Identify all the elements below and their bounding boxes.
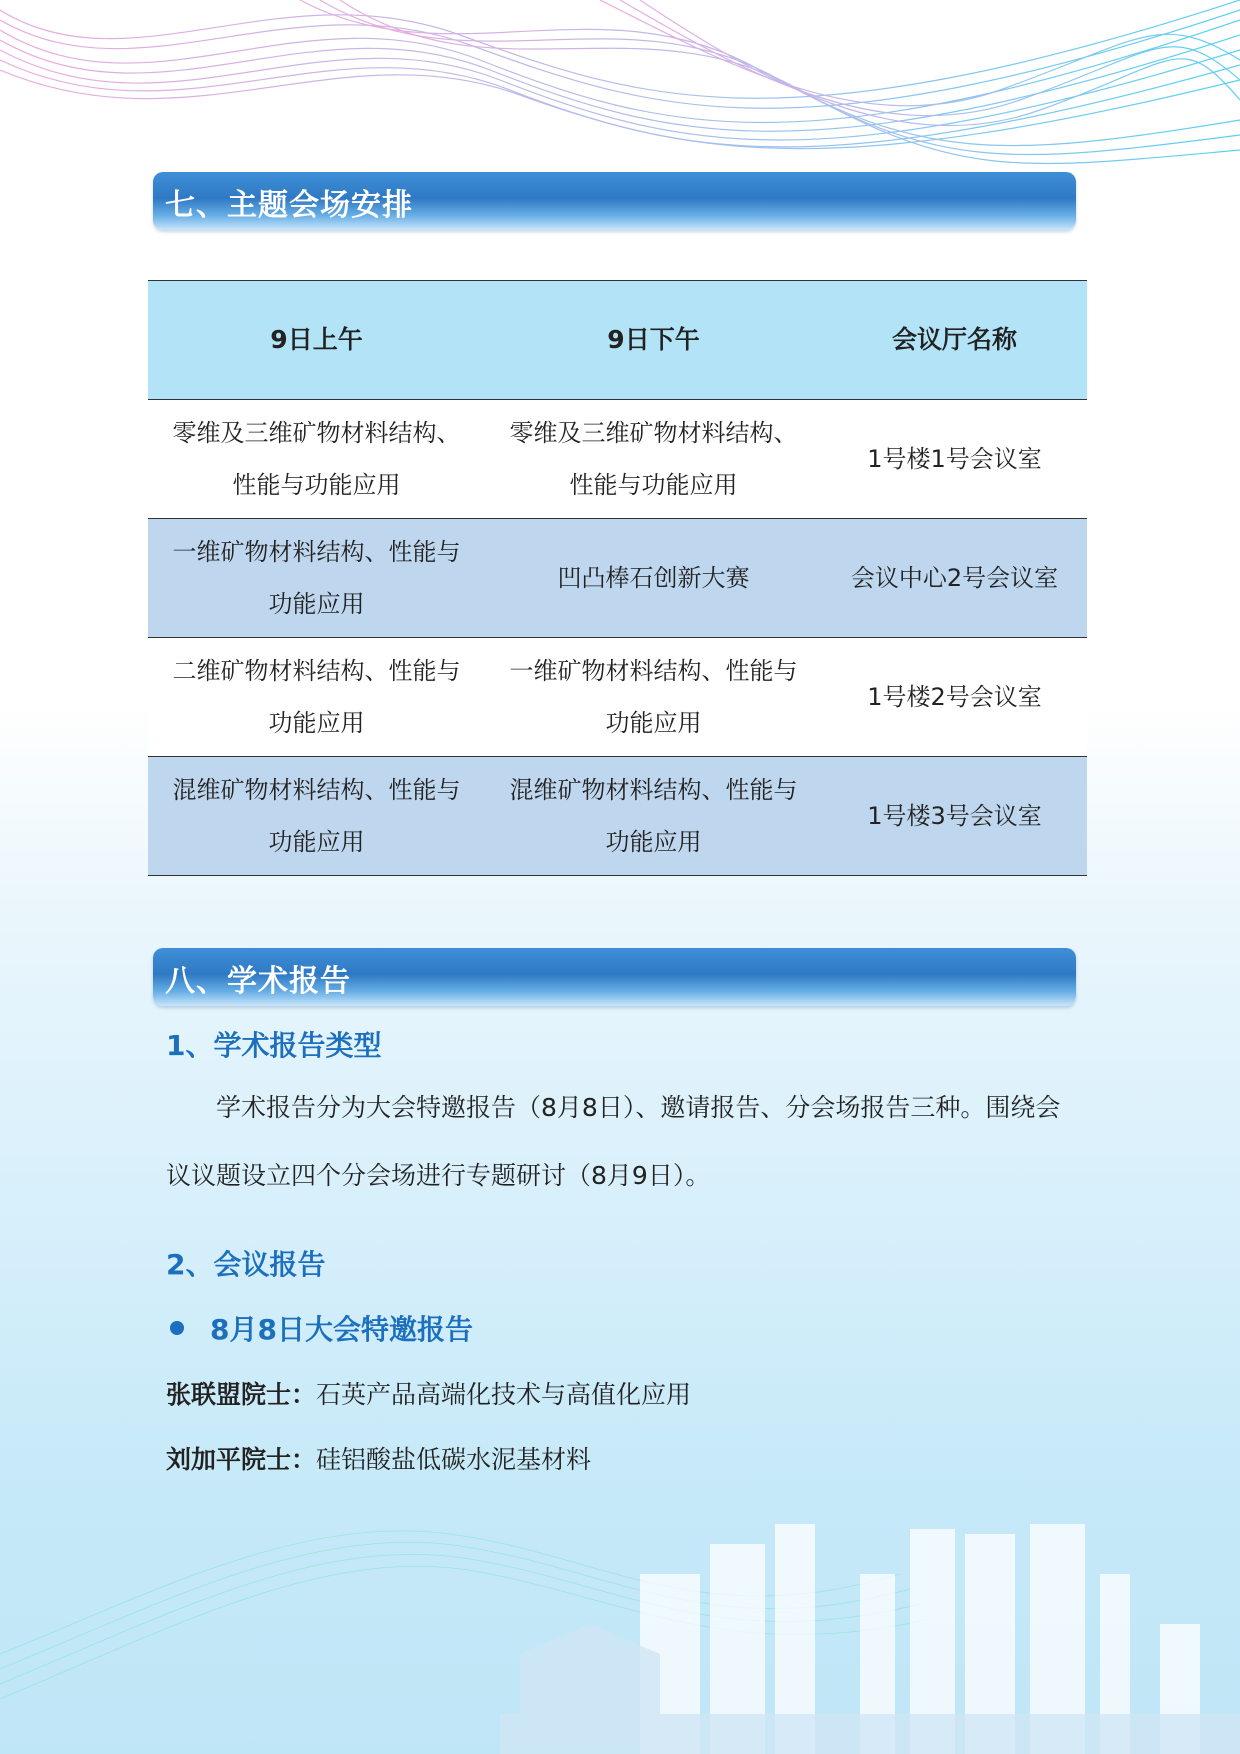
cell-room: 1号楼1号会议室	[822, 400, 1087, 519]
cell-morning: 混维矿物材料结构、性能与功能应用	[148, 757, 485, 876]
plenary-reports-label: 8月8日大会特邀报告	[210, 1313, 473, 1346]
cell-afternoon: 混维矿物材料结构、性能与功能应用	[485, 757, 822, 876]
cell-morning: 零维及三维矿物材料结构、性能与功能应用	[148, 400, 485, 519]
bullet-icon	[170, 1321, 184, 1335]
table-row	[148, 519, 1087, 638]
section-7-title: 七、主题会场安排	[165, 188, 413, 223]
table-row	[148, 757, 1087, 876]
report-item	[166, 1375, 691, 1411]
report-types-paragraph: 学术报告分为大会特邀报告（8月8日）、邀请报告、分会场报告三种。围绕会议议题设立四个分会场进行专题研讨（8月9日）。	[166, 1093, 1061, 1190]
section-7-title-bar	[153, 172, 1076, 230]
header-room: 会议厅名称	[822, 281, 1087, 400]
cell-room: 会议中心2号会议室	[822, 519, 1087, 638]
cell-room: 1号楼2号会议室	[822, 638, 1087, 757]
section-8-title: 八、学术报告	[165, 964, 351, 999]
cell-room: 1号楼3号会议室	[822, 757, 1087, 876]
table-row	[148, 400, 1087, 519]
speaker-name: 刘加平院士：	[166, 1445, 317, 1474]
header-afternoon: 9日下午	[485, 281, 822, 400]
report-item	[166, 1440, 591, 1476]
table-header-row	[148, 281, 1087, 400]
speaker-name: 张联盟院士：	[166, 1380, 317, 1409]
decorative-skyline-bottom	[0, 1454, 1240, 1754]
plenary-reports-heading	[166, 1308, 473, 1348]
table-row	[148, 638, 1087, 757]
section-8-title-bar	[153, 948, 1076, 1006]
report-types-heading: 1、学术报告类型	[166, 1029, 382, 1062]
decorative-wave-top	[0, 0, 1240, 180]
venue-schedule-table	[148, 280, 1087, 876]
report-topic: 石英产品高端化技术与高值化应用	[316, 1380, 692, 1409]
report-topic: 硅铝酸盐低碳水泥基材料	[316, 1445, 592, 1474]
cell-afternoon: 一维矿物材料结构、性能与功能应用	[485, 638, 822, 757]
conference-reports-heading: 2、会议报告	[166, 1248, 326, 1281]
cell-morning: 一维矿物材料结构、性能与功能应用	[148, 519, 485, 638]
cell-afternoon: 凹凸棒石创新大赛	[485, 519, 822, 638]
cell-morning: 二维矿物材料结构、性能与功能应用	[148, 638, 485, 757]
header-morning: 9日上午	[148, 281, 485, 400]
cell-afternoon: 零维及三维矿物材料结构、性能与功能应用	[485, 400, 822, 519]
